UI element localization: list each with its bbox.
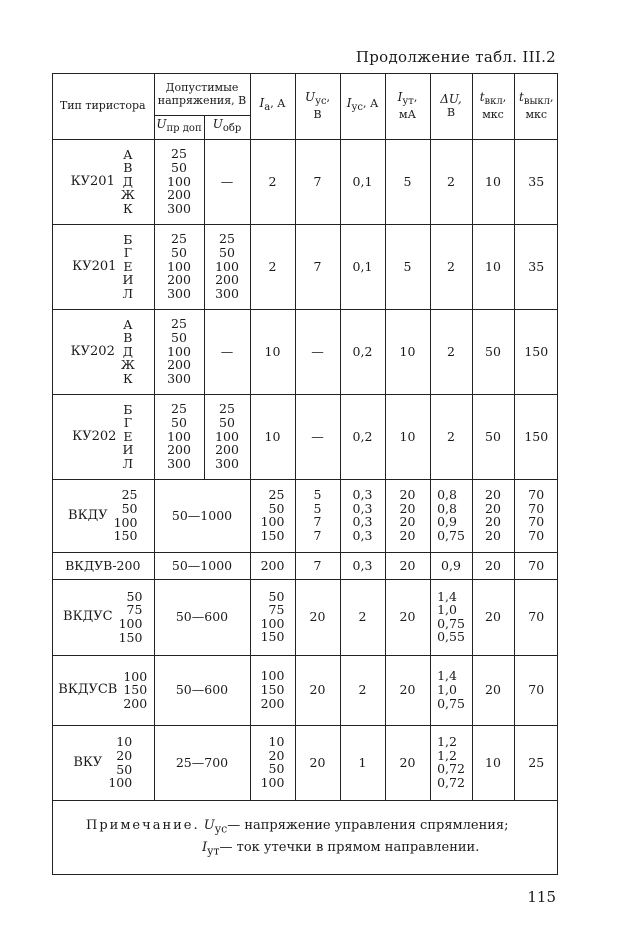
cell-u-obr: — — [204, 309, 250, 394]
cell-tvykl: 150 — [514, 309, 558, 394]
table-row — [52, 224, 558, 309]
cell-type: ВКУ 10 20 50 100 — [52, 725, 154, 800]
cell-uus: 5 5 7 7 — [295, 479, 340, 552]
table-row — [52, 655, 558, 725]
cell-du: 0,8 0,8 0,9 0,75 — [430, 479, 472, 552]
cell-uus: — — [295, 394, 340, 479]
header-du: ΔU, В — [430, 73, 472, 139]
cell-iut: 20 — [385, 655, 430, 725]
cell-tvkl: 10 — [472, 725, 514, 800]
note-label: Примечание. — [86, 818, 200, 833]
cell-tvykl: 35 — [514, 224, 558, 309]
table-row — [52, 309, 558, 394]
cell-uus: 7 — [295, 139, 340, 224]
cell-tvkl: 20 — [472, 552, 514, 579]
cell-du: 2 — [430, 309, 472, 394]
header-u-obr: $U_{обр}$ — [204, 115, 250, 139]
table-row — [52, 479, 558, 552]
cell-ia: 2 — [250, 139, 295, 224]
cell-u-range: 25—700 — [154, 725, 250, 800]
header-voltages: Допустимые напряжения, В — [154, 73, 250, 115]
cell-uus: 20 — [295, 579, 340, 655]
cell-tvkl: 20 — [472, 655, 514, 725]
cell-iut: 10 — [385, 309, 430, 394]
page-number: 115 — [527, 888, 556, 906]
cell-tvykl: 70 — [514, 579, 558, 655]
cell-iut: 20 — [385, 552, 430, 579]
cell-iut: 20 20 20 20 — [385, 479, 430, 552]
cell-ius: 0,3 — [340, 552, 385, 579]
cell-u-range: 50—1000 — [154, 552, 250, 579]
cell-tvykl: 70 — [514, 552, 558, 579]
cell-u-pr: 25 50 100 200 300 — [154, 394, 204, 479]
cell-u-range: 50—600 — [154, 655, 250, 725]
cell-ia: 100 150 200 — [250, 655, 295, 725]
cell-du: 2 — [430, 224, 472, 309]
note-line-2 — [202, 837, 479, 863]
table-caption: Продолжение табл. III.2 — [355, 48, 556, 66]
cell-type: ВКДУВ-200 — [52, 552, 154, 579]
cell-uus: 20 — [295, 725, 340, 800]
table-row — [52, 579, 558, 655]
cell-du: 1,4 1,0 0,75 0,55 — [430, 579, 472, 655]
cell-u-obr: 25 50 100 200 300 — [204, 224, 250, 309]
table-row — [52, 725, 558, 800]
cell-ia: 25 50 100 150 — [250, 479, 295, 552]
cell-type: ВКДУ 25 50 100 150 — [52, 479, 154, 552]
cell-iut: 5 — [385, 139, 430, 224]
cell-du: 1,4 1,0 0,75 — [430, 655, 472, 725]
cell-tvkl: 50 — [472, 309, 514, 394]
cell-ia: 200 — [250, 552, 295, 579]
cell-uus: — — [295, 309, 340, 394]
note-i-sub: ут — [207, 844, 220, 858]
cell-u-pr: 25 50 100 200 300 — [154, 309, 204, 394]
cell-tvykl: 70 — [514, 655, 558, 725]
cell-du: 0,9 — [430, 552, 472, 579]
note-u-text: — напряжение управления спрямления; — [227, 818, 509, 833]
cell-tvykl: 25 — [514, 725, 558, 800]
cell-type: КУ202 Б Г Е И Л — [52, 394, 154, 479]
cell-iut: 10 — [385, 394, 430, 479]
cell-type: КУ202 А В Д Ж К — [52, 309, 154, 394]
header-uus: $U_{ус}$, В — [295, 73, 340, 139]
header-ius: $I_{ус}$, А — [340, 73, 385, 139]
thyristor-table — [52, 73, 558, 801]
cell-u-obr: — — [204, 139, 250, 224]
cell-ius: 2 — [340, 655, 385, 725]
table-note — [52, 803, 558, 875]
cell-iut: 5 — [385, 224, 430, 309]
cell-ius: 2 — [340, 579, 385, 655]
note-i-text: — ток утечки в прямом направлении. — [219, 840, 480, 855]
note-u-sub: ус — [214, 822, 228, 836]
cell-ius: 0,2 — [340, 394, 385, 479]
cell-u-pr: 25 50 100 200 300 — [154, 224, 204, 309]
header-iut: $I_{ут}$, мА — [385, 73, 430, 139]
cell-uus: 7 — [295, 224, 340, 309]
header-type: Тип тиристора — [52, 73, 154, 139]
cell-ius: 1 — [340, 725, 385, 800]
cell-tvykl: 70 70 70 70 — [514, 479, 558, 552]
cell-type: ВКДУС 50 75 100 150 — [52, 579, 154, 655]
cell-u-obr: 25 50 100 200 300 — [204, 394, 250, 479]
note-u-symbol: U — [203, 818, 215, 833]
cell-ius: 0,3 0,3 0,3 0,3 — [340, 479, 385, 552]
header-tvkl: $t_{вкл}$, мкс — [472, 73, 514, 139]
cell-tvkl: 10 — [472, 224, 514, 309]
cell-ia: 10 — [250, 394, 295, 479]
cell-ia: 10 — [250, 309, 295, 394]
header-u-pr-dop: $U_{пр доп}$ — [154, 115, 204, 139]
cell-iut: 20 — [385, 579, 430, 655]
table-row — [52, 394, 558, 479]
cell-ius: 0,1 — [340, 139, 385, 224]
cell-ius: 0,2 — [340, 309, 385, 394]
cell-ia: 2 — [250, 224, 295, 309]
header-ia: $I_а$, А — [250, 73, 295, 139]
cell-u-pr: 25 50 100 200 300 — [154, 139, 204, 224]
cell-ius: 0,1 — [340, 224, 385, 309]
cell-ia: 10 20 50 100 — [250, 725, 295, 800]
cell-tvykl: 35 — [514, 139, 558, 224]
table-row — [52, 552, 558, 579]
cell-tvkl: 10 — [472, 139, 514, 224]
header-tvykl: $t_{выкл}$, мкс — [514, 73, 558, 139]
cell-du: 2 — [430, 139, 472, 224]
cell-tvkl: 20 — [472, 579, 514, 655]
cell-uus: 7 — [295, 552, 340, 579]
cell-tvykl: 150 — [514, 394, 558, 479]
cell-u-range: 50—1000 — [154, 479, 250, 552]
cell-tvkl: 20 20 20 20 — [472, 479, 514, 552]
note-i-symbol: I — [202, 840, 208, 855]
cell-ia: 50 75 100 150 — [250, 579, 295, 655]
cell-tvkl: 50 — [472, 394, 514, 479]
cell-iut: 20 — [385, 725, 430, 800]
cell-du: 1,2 1,2 0,72 0,72 — [430, 725, 472, 800]
cell-type: КУ201 А В Д Ж К — [52, 139, 154, 224]
cell-du: 2 — [430, 394, 472, 479]
header-row-1 — [52, 73, 558, 115]
cell-u-range: 50—600 — [154, 579, 250, 655]
cell-uus: 20 — [295, 655, 340, 725]
cell-type: КУ201 Б Г Е И Л — [52, 224, 154, 309]
table-row — [52, 139, 558, 224]
cell-type: ВКДУСВ 100 150 200 — [52, 655, 154, 725]
